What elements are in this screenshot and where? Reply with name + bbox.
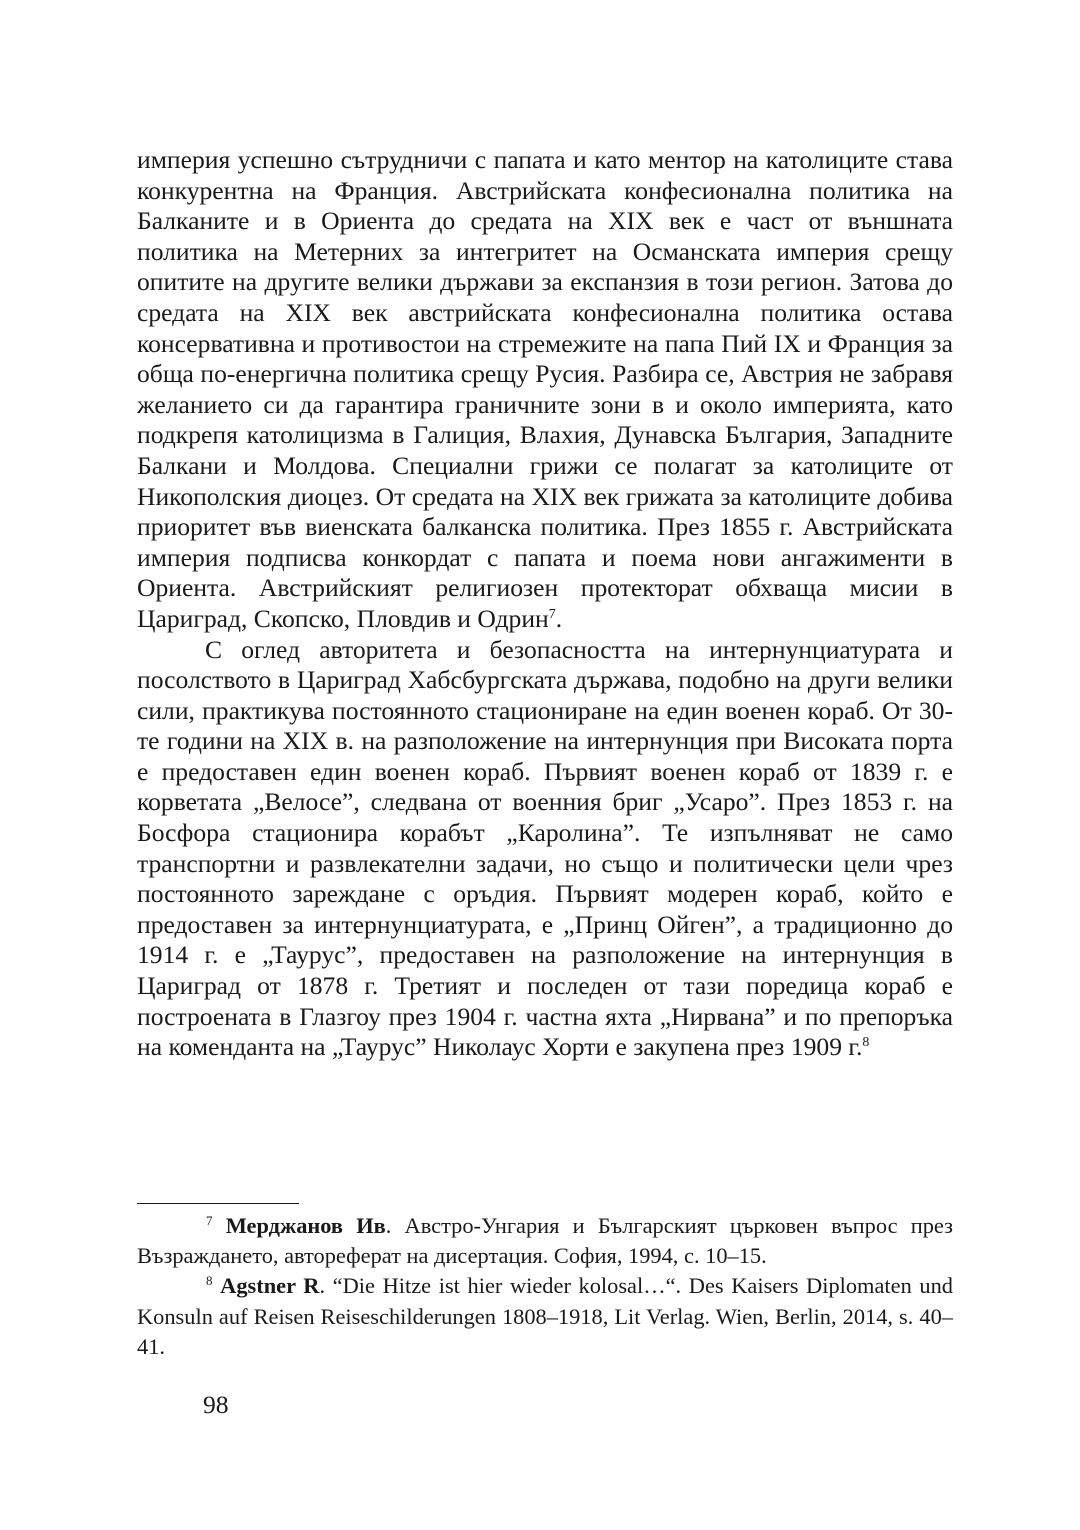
footnote-author: Agstner R [220, 1273, 320, 1299]
paragraph-text: С оглед авторитета и безопасността на интернунциатурата и посолството в Цариград Хабсбургската държава, подобно на други велики сили, практикува постоянното стациониране на един военен кораб. От 30-те години на XIX в. на разположение на интернунция при Високата порта е предоставен един военен кораб. Първият военен кораб от 1839 г. е корветата „Велосе”, следвана от военния бриг „Усаро”. През 1853 г. на Босфора стационира корабът „Каролина”. Те изпълняват не само транспортни и развлекателни задачи, но също и политически цели чрез постоянното зареждане с оръдия. Първият модерен кораб, който е предоставен за интернунциатурата, е „Принц Ойген”, а традиционно до 1914 г. е „Таурус”, предоставен на разположение на интернунция в Цариград от 1878 г. Третият и последен от тази поредица кораб е построената в Глазгоу през 1904 г. частна яхта „Нирвана” и по препоръка на коменданта на „Таурус” Николаус Хорти е закупена през 1909 г. [137, 634, 953, 1062]
footnote-separator [137, 1203, 299, 1204]
paragraph-text: империя успешно сътрудничи с папата и като ментор на католиците става конкурентна на Франция. Австрийската конфесионална политика на Балканите и в Ориента до средата на XIX век е част от външната политика на Метерних за интегритет на Османската империя срещу опитите на другите велики държави за експанзия в този регион. Затова до средата на XIX век австрийската конфесионална политика остава консервативна и противостои на стремежите на папа Пий IX и Франция за обща по-енергична политика срещу Русия. Разбира се, Австрия не забравя желанието си да гарантира граничните зони в и около империята, като подкрепя католицизма в Галиция, Влахия, Дунавска България, Западните Балкани и Молдова. Специални грижи се полагат за католиците от Никополския диоцез. От средата на XIX век грижата за католиците добива приоритет във виенската балканска политика. През 1855 г. Австрийската империя подписва конкордат с папата и поема нови ангажименти в Ориента. Австрийският религиозен протекторат обхваща мисии в Цариград, Скопско, Пловдив и Одрин [137, 145, 953, 633]
footnote-reference: 7 [548, 606, 556, 622]
footnote [137, 1271, 953, 1362]
paragraph [137, 635, 953, 1063]
paragraph-end: . [555, 603, 563, 633]
paragraph [137, 145, 953, 635]
footnote [137, 1211, 953, 1271]
footnote-text: . “Die Hitze ist hier wieder kolosal…“. Des Kaisers Diplomaten und Konsuln auf Reisen Reiseschilderungen 1808–1918, Lit Verlag. Wien, Berlin, 2014, s. 40–41. [137, 1273, 953, 1359]
footnote-number: 8 [206, 1273, 213, 1289]
footnote-number: 7 [206, 1213, 213, 1228]
footnote-author: Мерджанов Ив [225, 1213, 386, 1238]
page-number: 98 [203, 1390, 229, 1419]
footnotes [137, 1211, 953, 1362]
footnote-reference: 8 [862, 1035, 870, 1051]
footnote-text: . Австро-Унгария и Българският църковен въпрос през Възраждането, автореферат на дисертация. София, 1994, с. 10–15. [137, 1213, 953, 1269]
main-text [137, 145, 953, 1063]
